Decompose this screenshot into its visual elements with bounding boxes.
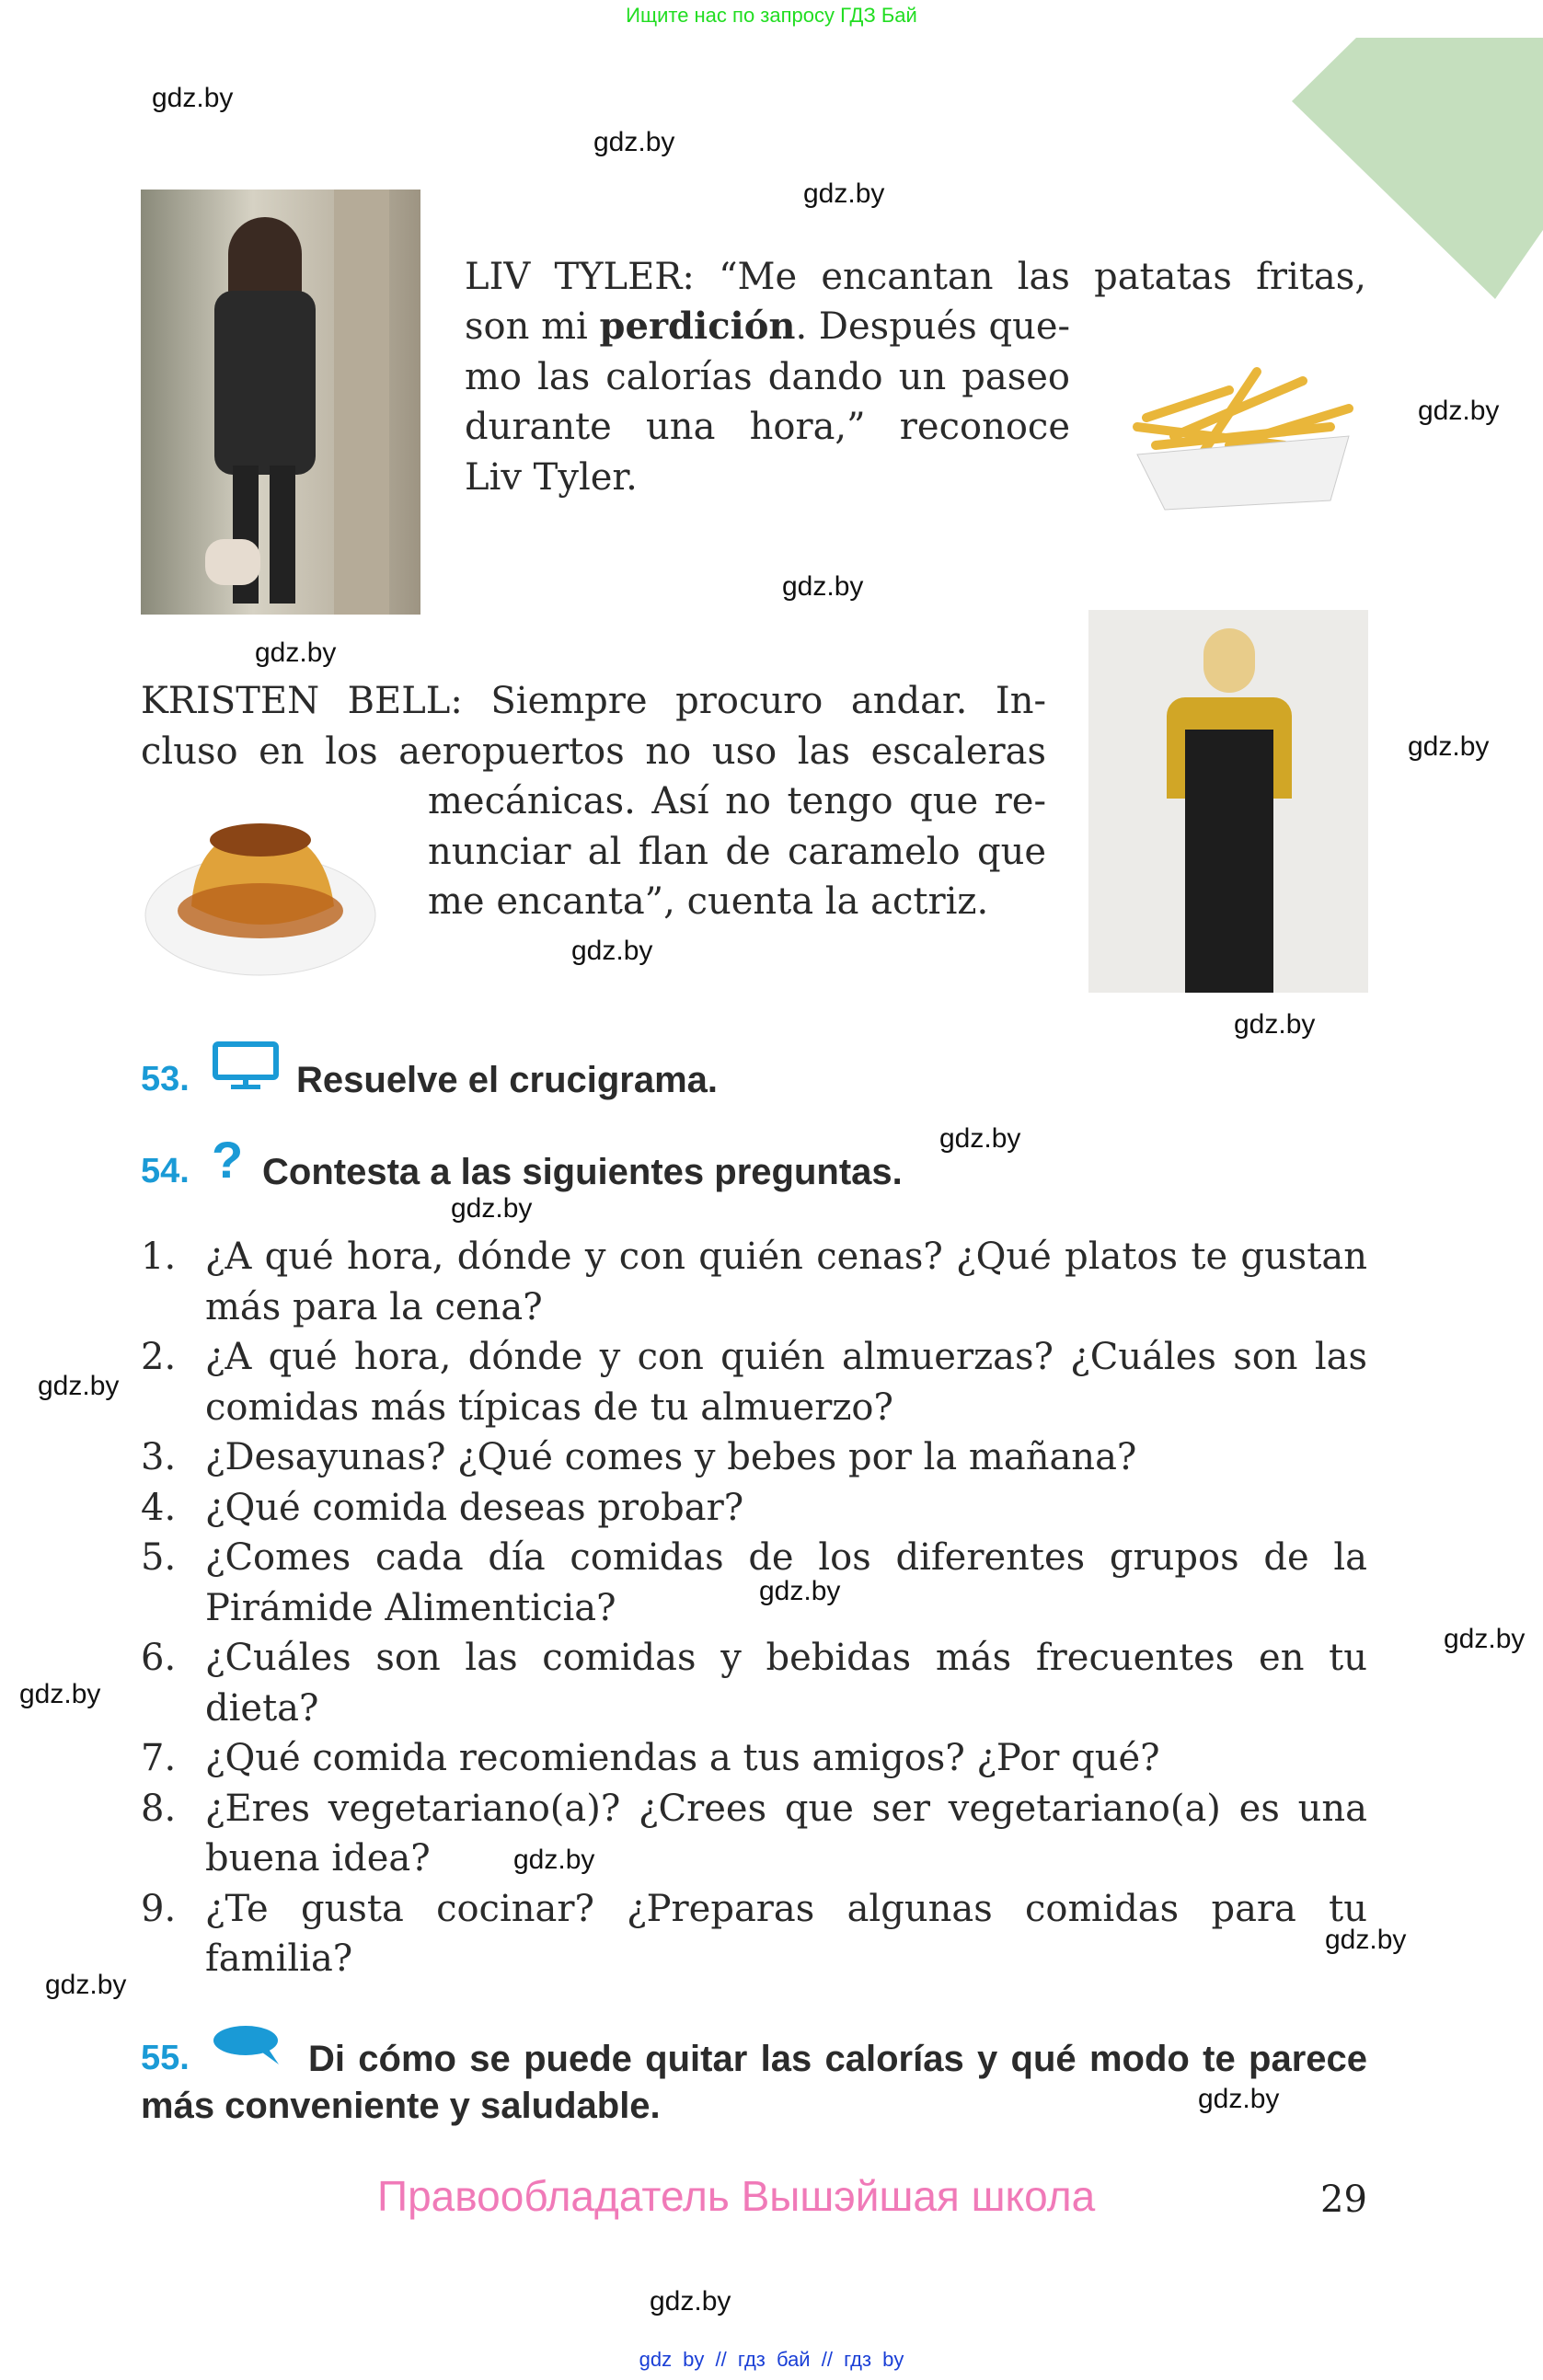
question-text: ¿A qué hora, dónde y con quién cenas? ¿Qué platos te gustan más para la cena? — [205, 1236, 1367, 1328]
watermark: gdz.by — [1198, 2084, 1280, 2114]
kristen-line-3: mecánicas. Así no tengo que re- — [428, 780, 1046, 822]
watermark: gdz.by — [1234, 1009, 1316, 1040]
question-text: ¿Qué comida deseas probar? — [205, 1486, 744, 1529]
question-number: 9. — [141, 1887, 177, 1930]
liv-line-2: son mi perdición. Después que- — [465, 305, 1071, 348]
kristen-line-1: KRISTEN BELL: Siempre procuro andar. In- — [141, 680, 1046, 722]
kristen-bell-photo — [1088, 610, 1368, 993]
liv-quote-cont — [465, 302, 1070, 502]
exercise-55-instruction: Di cómo se puede quitar las calorías y qué modo te parece más conveniente y saludable. — [141, 2039, 1367, 2126]
liv-quote — [465, 252, 1366, 303]
flan-image — [141, 805, 383, 987]
question-text: ¿Qué comida recomiendas a tus amigos? ¿Por qué? — [205, 1737, 1160, 1779]
question-item — [141, 1332, 1367, 1432]
watermark: gdz.by — [1408, 731, 1490, 762]
link-gdz-by[interactable]: gdz by — [639, 2348, 705, 2371]
separator: // — [821, 2348, 833, 2371]
watermark: gdz.by — [593, 127, 675, 157]
exercise-53-instruction: Resuelve el crucigrama. — [296, 1060, 719, 1100]
watermark: gdz.by — [650, 2286, 731, 2317]
question-item — [141, 1733, 1367, 1784]
watermark: gdz.by — [45, 1970, 127, 2000]
watermark: gdz.by — [803, 178, 885, 209]
liv-tyler-photo — [141, 190, 420, 615]
kristen-line-2: cluso en los aeropuertos no uso las escaleras — [141, 730, 1046, 773]
watermark: gdz.by — [19, 1679, 101, 1709]
watermark: gdz.by — [782, 571, 864, 602]
footer-links — [0, 2348, 1543, 2372]
kristen-quote — [141, 676, 1046, 776]
question-number: 4. — [141, 1486, 177, 1529]
watermark: gdz.by — [571, 936, 653, 966]
question-text: ¿Cuáles son las comidas y bebidas más frecuentes en tu dieta? — [205, 1637, 1367, 1730]
page-number: 29 — [1320, 2179, 1367, 2221]
watermark: gdz.by — [152, 83, 234, 113]
kristen-line-4: nunciar al flan de caramelo que — [428, 830, 1046, 873]
question-number: 8. — [141, 1787, 177, 1830]
question-icon: ? — [212, 1131, 244, 1189]
kristen-quote-cont — [428, 776, 1046, 927]
computer-icon — [213, 1041, 279, 1092]
watermark: gdz.by — [939, 1123, 1021, 1154]
question-text: ¿Desayunas? ¿Qué comes y bebes por la mañana? — [205, 1436, 1137, 1478]
exercise-number: 54. — [141, 1152, 190, 1190]
question-number: 3. — [141, 1436, 177, 1478]
question-item — [141, 1884, 1367, 1984]
link-gdz-bai[interactable]: гдз бай — [737, 2348, 811, 2371]
watermark: gdz.by — [451, 1193, 533, 1224]
fries-image — [1119, 353, 1369, 523]
question-item — [141, 1533, 1367, 1633]
question-text: ¿A qué hora, dónde y con quién almuerzas? ¿Cuáles son las comidas más típicas de tu almuerzo? — [205, 1336, 1367, 1429]
link-gdz-by-2[interactable]: гдз by — [844, 2348, 904, 2371]
liv-line-1: LIV TYLER: “Me encantan las patatas fritas, — [465, 256, 1366, 298]
exercise-54 — [141, 1152, 190, 1191]
question-number: 5. — [141, 1536, 177, 1579]
question-number: 1. — [141, 1236, 177, 1278]
liv-line-3: mo las calorías dando un paseo — [465, 355, 1070, 398]
copyright-notice: Правообладатель Вышэйшая школа — [377, 2172, 1096, 2220]
question-item — [141, 1232, 1367, 1332]
question-list — [141, 1232, 1367, 1984]
question-text: ¿Te gusta cocinar? ¿Preparas algunas comidas para tu familia? — [205, 1887, 1367, 1980]
question-item — [141, 1432, 1367, 1483]
question-item — [141, 1633, 1367, 1733]
exercise-number: 53. — [141, 1060, 190, 1098]
watermark: gdz.by — [38, 1371, 120, 1401]
top-banner[interactable]: Ищите нас по запросу ГДЗ Бай — [626, 4, 917, 27]
question-number: 2. — [141, 1336, 177, 1378]
question-text: ¿Comes cada día comidas de los diferentes grupos de la Pirámide Alimenticia? — [205, 1536, 1367, 1629]
question-text: ¿Eres vegetariano(a)? ¿Crees que ser vegetariano(a) es una buena idea? — [205, 1787, 1367, 1880]
watermark: gdz.by — [759, 1576, 841, 1606]
separator: // — [715, 2348, 727, 2371]
exercise-53 — [141, 1060, 190, 1099]
question-number: 7. — [141, 1737, 177, 1779]
liv-line-5: Liv Tyler. — [465, 455, 638, 499]
liv-line-4: durante una hora,” reconoce — [465, 406, 1070, 448]
watermark: gdz.by — [1418, 396, 1500, 426]
exercise-54-instruction: Contesta a las siguientes preguntas. — [262, 1152, 903, 1192]
watermark: gdz.by — [1444, 1624, 1526, 1654]
question-item — [141, 1483, 1367, 1534]
question-item — [141, 1784, 1367, 1884]
exercise-number: 55. — [141, 2039, 190, 2077]
watermark: gdz.by — [513, 1845, 595, 1875]
question-number: 6. — [141, 1637, 177, 1679]
exercise-55 — [141, 2036, 1367, 2130]
watermark: gdz.by — [255, 638, 337, 668]
kristen-line-5: me encanta”, cuenta la actriz. — [428, 880, 989, 923]
watermark: gdz.by — [1325, 1925, 1407, 1955]
